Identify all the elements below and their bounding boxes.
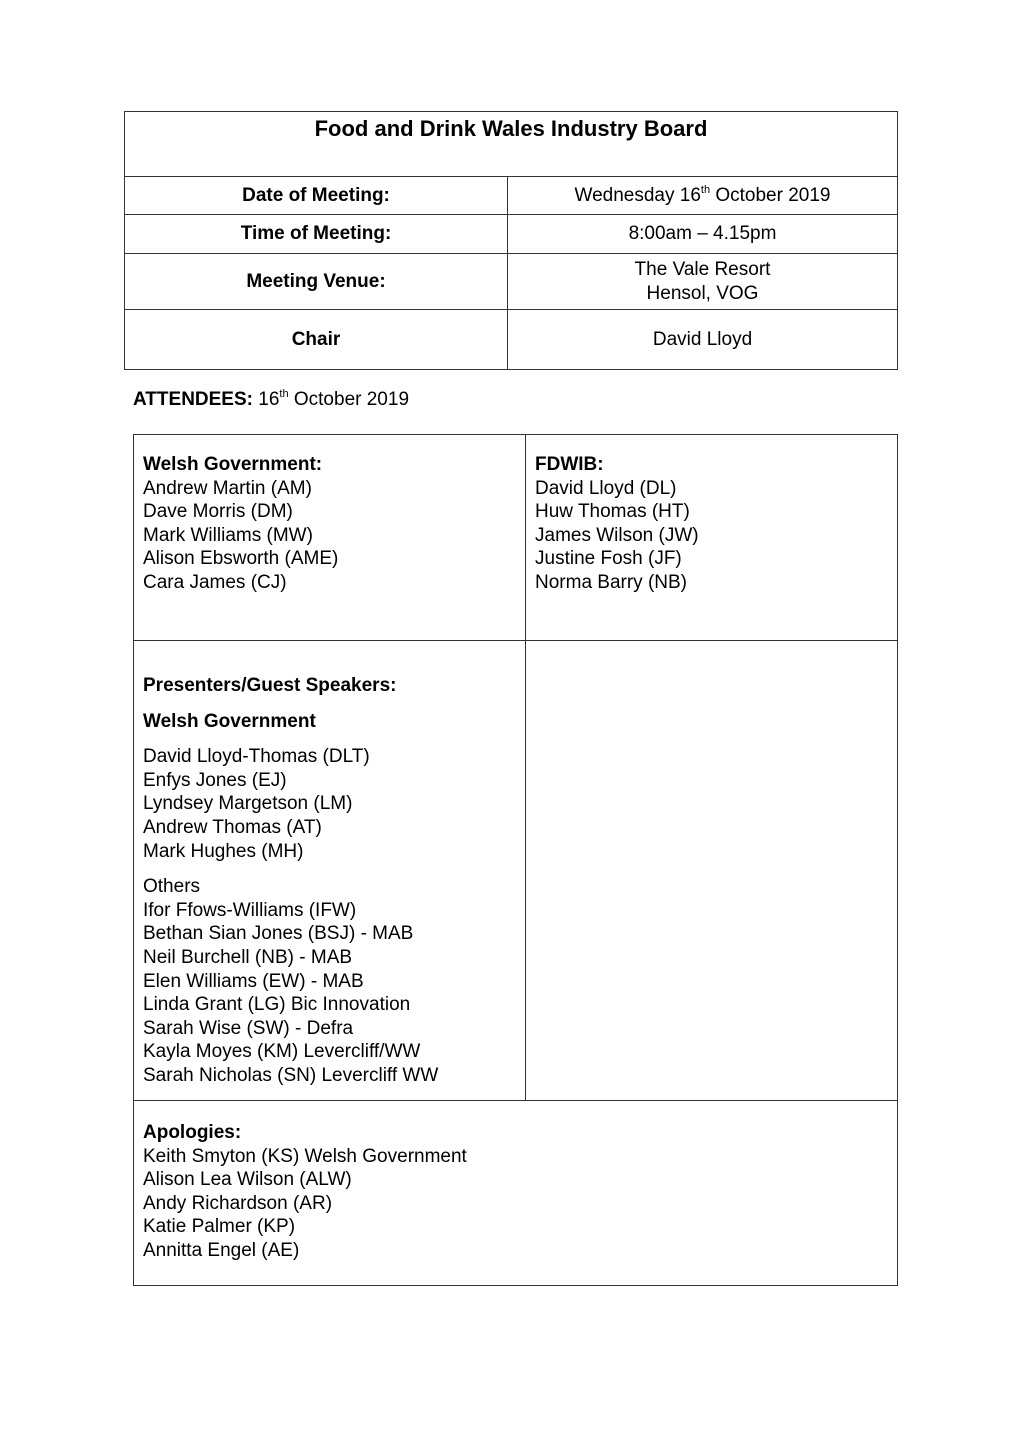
attendee-name: Katie Palmer (KP): [143, 1216, 296, 1238]
empty-cell: [526, 641, 898, 1101]
attendee-name: Norma Barry (NB): [535, 571, 688, 593]
fdwib-list: [535, 477, 888, 595]
attendee-name: Kayla Moyes (KM) Levercliff/WW: [143, 1041, 421, 1063]
presenters-cell: [134, 641, 526, 1101]
attendee-name: Ifor Ffows-Williams (IFW): [143, 899, 357, 921]
apologies-cell: [134, 1101, 898, 1286]
attendee-name: Elen Williams (EW) - MAB: [143, 970, 364, 992]
time-row: [125, 215, 898, 254]
attendee-name: Andrew Thomas (AT): [143, 816, 322, 838]
attendee-name: James Wilson (JW): [535, 524, 699, 546]
venue-row: [125, 254, 898, 310]
attendee-name: Neil Burchell (NB) - MAB: [143, 946, 353, 968]
date-value: Wednesday 16th October 2019: [508, 177, 898, 215]
chair-row: [125, 310, 898, 370]
attendees-heading: ATTENDEES: 16th October 2019: [133, 388, 410, 410]
attendee-name: Mark Williams (MW): [143, 524, 313, 546]
attendee-name: David Lloyd-Thomas (DLT): [143, 746, 370, 768]
presenters-others-list: [143, 899, 516, 1088]
presenters-wg-heading: Welsh Government: [143, 710, 316, 732]
apologies-list: [143, 1145, 888, 1263]
attendee-name: Alison Lea Wilson (ALW): [143, 1169, 352, 1191]
welsh-government-list: [143, 477, 516, 595]
chair-value: David Lloyd: [508, 310, 898, 370]
welsh-government-heading: Welsh Government:: [143, 454, 323, 475]
attendee-name: Sarah Wise (SW) - Defra: [143, 1017, 354, 1039]
attendee-name: Enfys Jones (EJ): [143, 769, 287, 791]
fdwib-heading: FDWIB:: [535, 454, 604, 475]
attendee-name: Justine Fosh (JF): [535, 548, 682, 570]
attendees-table: [133, 434, 898, 1286]
board-title: Food and Drink Wales Industry Board: [125, 112, 898, 177]
attendee-name: Lyndsey Margetson (LM): [143, 793, 353, 815]
attendee-name: Annitta Engel (AE): [143, 1239, 300, 1261]
attendee-name: Sarah Nicholas (SN) Levercliff WW: [143, 1064, 439, 1086]
meeting-info-table: [124, 111, 898, 370]
time-value: 8:00am – 4.15pm: [508, 215, 898, 254]
attendee-name: Linda Grant (LG) Bic Innovation: [143, 994, 411, 1016]
attendee-name: Bethan Sian Jones (BSJ) - MAB: [143, 923, 414, 945]
venue-value: The Vale Resort Hensol, VOG: [508, 254, 898, 310]
presenters-heading: Presenters/Guest Speakers:: [143, 675, 397, 696]
attendee-name: David Lloyd (DL): [535, 477, 677, 499]
attendee-name: Dave Morris (DM): [143, 501, 293, 523]
attendee-name: Cara James (CJ): [143, 571, 287, 593]
time-label: Time of Meeting:: [125, 215, 508, 254]
apologies-heading: Apologies:: [143, 1122, 242, 1143]
attendee-name: Alison Ebsworth (AME): [143, 548, 339, 570]
chair-label: Chair: [125, 310, 508, 370]
date-label: Date of Meeting:: [125, 177, 508, 215]
attendee-name: Mark Hughes (MH): [143, 840, 304, 862]
presenters-wg-list: [143, 745, 516, 863]
date-row: [125, 177, 898, 215]
attendee-name: Andrew Martin (AM): [143, 477, 312, 499]
attendee-name: Andy Richardson (AR): [143, 1192, 333, 1214]
welsh-government-cell: [134, 435, 526, 641]
presenters-others-heading: Others: [143, 876, 201, 898]
attendee-name: Huw Thomas (HT): [535, 501, 690, 523]
attendee-name: Keith Smyton (KS) Welsh Government: [143, 1145, 467, 1167]
fdwib-cell: [526, 435, 898, 641]
venue-label: Meeting Venue:: [125, 254, 508, 310]
